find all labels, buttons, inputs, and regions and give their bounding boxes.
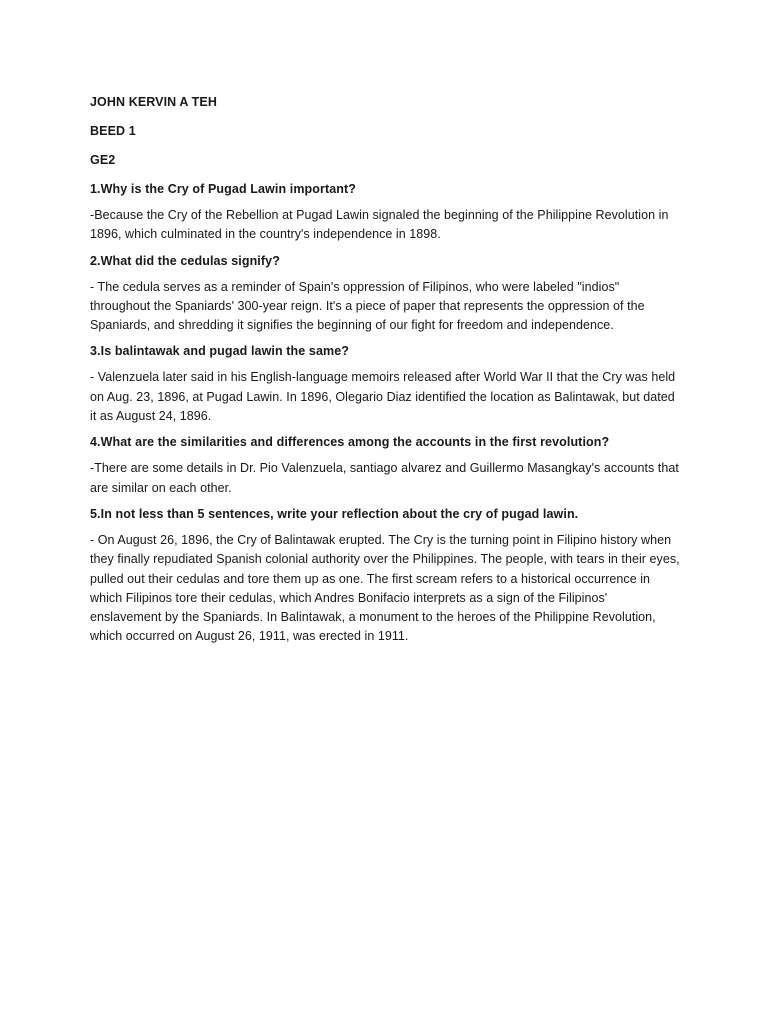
qa-item-3 [90, 343, 680, 426]
answer-4: -There are some details in Dr. Pio Valenzuela, santiago alvarez and Guillermo Masangkay's accounts that are similar on each other. [90, 461, 679, 495]
question-1: 1.Why is the Cry of Pugad Lawin important? [90, 182, 357, 196]
answer-2: - The cedula serves as a reminder of Spain's oppression of Filipinos, who were labeled "indios" throughout the Spaniards' 300-year reign. It's a piece of paper that represents the oppression of the Spaniards, and shredding it signifies the beginning of our fight for freedom and independence. [90, 279, 645, 333]
question-2: 2.What did the cedulas signify? [90, 253, 280, 268]
qa-item-1 [90, 181, 680, 245]
qa-item-4 [90, 434, 680, 498]
answer-5: - On August 26, 1896, the Cry of Balintawak erupted. The Cry is the turning point in Filipino history when they finally repudiated Spanish colonial authority over the Philippines. The people, with tears in their eyes, pulled out their cedulas and tore them up as one. The first scream refers to a historical occurrence in which Filipinos tore their cedulas, which Andres Bonifacio interprets as a sign of the Filipinos' enslavement by the Spaniards. In Balintawak, a monument to the heroes of the Philippine Revolution, which occurred on August 26, 1911, was erected in 1911. [90, 532, 680, 644]
qa-item-5 [90, 506, 680, 647]
answer-1: -Because the Cry of the Rebellion at Pugad Lawin signaled the beginning of the Philippine Revolution in 1896, which culminated in the country's independence in 1898. [90, 208, 669, 242]
subject-code: GE2 [90, 153, 116, 167]
question-3: 3.Is balintawak and pugad lawin the same? [90, 344, 350, 359]
document-body [90, 94, 680, 655]
student-name: JOHN KERVIN A TEH [90, 95, 217, 109]
question-5: 5.In not less than 5 sentences, write your reflection about the cry of pugad lawin. [90, 506, 579, 521]
answer-3: - Valenzuela later said in his English-language memoirs released after World War II that the Cry was held on Aug. 23, 1896, at Pugad Lawin. In 1896, Olegario Diaz identified the location as Balintawak, but dated it as August 24, 1896. [90, 370, 676, 424]
question-4: 4.What are the similarities and differences among the accounts in the first revolution? [90, 435, 610, 450]
student-course: BEED 1 [90, 124, 136, 138]
qa-item-2 [90, 253, 680, 336]
